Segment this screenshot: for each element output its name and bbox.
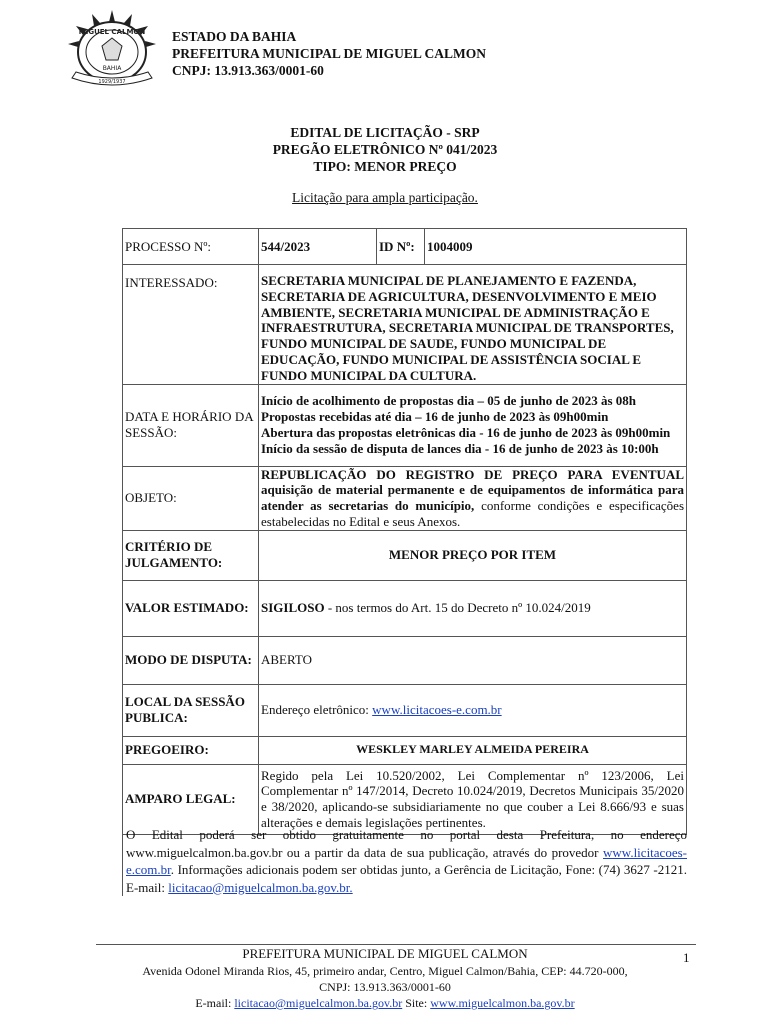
modo-label: MODO DE DISPUTA: [123, 636, 259, 684]
table-row [123, 265, 687, 385]
table-row [123, 684, 687, 736]
licitacoes-link[interactable]: www.licitacoes-e.com.br [372, 702, 502, 718]
id-label: ID Nº: [377, 229, 425, 265]
local-label: LOCAL DA SESSÃO PUBLICA: [123, 684, 259, 736]
table-row [123, 736, 687, 764]
footer-email-link[interactable]: licitacao@miguelcalmon.ba.gov.br [234, 996, 403, 1010]
notice-text-1: O Edital poderá ser obtido gratuitamente no portal desta Prefeitura, no endereço www.miguelcalmon.ba.gov.br ou a partir da data de sua publicação, através do provedor [126, 827, 687, 860]
footer-cnpj: CNPJ: 13.913.363/0001-60 [319, 980, 451, 994]
criterio-value: MENOR PREÇO POR ITEM [259, 530, 687, 580]
notice-licitacoes-link[interactable]: www.licitacoes-e.com.br [126, 844, 687, 877]
data-value [259, 384, 687, 466]
valor-value [259, 580, 687, 636]
modo-value: ABERTO [259, 636, 687, 684]
notice-email-link[interactable]: licitacao@miguelcalmon.ba.gov.br. [168, 879, 353, 895]
local-value [259, 684, 687, 736]
document-title-block [0, 124, 770, 175]
table-row [123, 466, 687, 530]
interessado-value: SECRETARIA MUNICIPAL DE PLANEJAMENTO E FAZENDA, SECRETARIA DE AGRICULTURA, DESENVOLVIMENTO E MEIO AMBIENTE, SECRETARIA MUNICIPAL DE ADMINISTRAÇÃO E INFRAESTRUTURA, SECRETARIA MUNICIPAL DE TRANSPORTES, FUNDO MUNICIPAL DE SAUDE, FUNDO MUNICIPAL DE EDUCAÇÃO, FUNDO MUNICIPAL DE ASSISTÊNCIA SOCIAL E FUNDO MUNICIPAL DA CULTURA. [259, 265, 687, 385]
pregoeiro-value: WESKLEY MARLEY ALMEIDA PEREIRA [259, 736, 687, 764]
letterhead [172, 28, 486, 79]
participation-note: Licitação para ampla participação. [292, 190, 478, 205]
objeto-label: OBJETO: [123, 466, 259, 530]
logo-text: MIGUEL CALMON [78, 28, 146, 36]
local-prefix: Endereço eletrônico: [261, 702, 373, 718]
state-name: ESTADO DA BAHIA [172, 29, 297, 44]
cnpj: CNPJ: 13.913.363/0001-60 [172, 63, 324, 78]
session-line-2: Propostas recebidas até dia – 16 de junho de 2023 às 09h00min [261, 409, 609, 425]
criterio-label: CRITÉRIO DE JULGAMENTO: [123, 530, 259, 580]
footer-address: Avenida Odonel Miranda Rios, 45, primeiro andar, Centro, Miguel Calmon/Bahia, CEP: 44.720-000, [142, 964, 628, 978]
page-number: 1 [683, 950, 690, 965]
processo-value: 544/2023 [259, 229, 377, 265]
table-row [123, 580, 687, 636]
processo-label: PROCESSO Nº: [123, 229, 259, 265]
footer-contacts [0, 995, 770, 1011]
amparo-value: Regido pela Lei 10.520/2002, Lei Complementar nº 123/2006, Lei Complementar nº 147/2014, Decreto 10.024/2019, Decretos Municipais 35/2020 e 38/2020, aplicando-se subsidiariamente no que couber a Lei 8.666/93 e suas alterações e demais legislações pertinentes. [259, 764, 687, 834]
notice-text-2: . Informações adicionais podem ser obtidas junto, a Gerência de Licitação, Fone: (74) 3627 -2121. E-mail: [126, 862, 687, 895]
objeto-rest-text: conforme condições e especificações estabelecidas no Edital e seus Anexos. [261, 498, 685, 529]
tender-info-table [122, 228, 687, 835]
title-line-1: EDITAL DE LICITAÇÃO - SRP [290, 125, 480, 140]
objeto-value [259, 466, 687, 530]
footer-site-link[interactable]: www.miguelcalmon.ba.gov.br [430, 996, 575, 1010]
valor-label: VALOR ESTIMADO: [123, 580, 259, 636]
footer-address-block [0, 963, 770, 1011]
table-row [123, 764, 687, 834]
edital-availability-notice [122, 826, 687, 896]
title-line-2: PREGÃO ELETRÔNICO Nº 041/2023 [272, 142, 498, 157]
valor-rest-text: - nos termos do Art. 15 do Decreto nº 10.024/2019 [324, 600, 591, 616]
table-row [123, 636, 687, 684]
objeto-bold-text: REPUBLICAÇÃO DO REGISTRO DE PREÇO PARA EVENTUAL aquisição de material permanente e de equipamentos de informática para atender as secretarias do município, [261, 466, 684, 514]
table-row [123, 530, 687, 580]
footer-site-label: Site: [402, 996, 431, 1010]
logo-year: 1929/1937 [98, 79, 126, 85]
logo-sub: BAHIA [102, 65, 122, 72]
valor-bold-text: SIGILOSO [261, 600, 325, 616]
table-row [123, 384, 687, 466]
table-row [123, 229, 687, 265]
footer-title: PREFEITURA MUNICIPAL DE MIGUEL CALMON [242, 946, 528, 961]
footer-divider [96, 944, 696, 945]
session-line-1: Início de acolhimento de propostas dia – 05 de junho de 2023 às 08h [261, 393, 637, 409]
footer-email-label: E-mail: [195, 996, 235, 1010]
title-line-3: TIPO: MENOR PREÇO [313, 159, 457, 174]
session-line-4: Início da sessão de disputa de lances dia - 16 de junho de 2023 às 10:00h [261, 440, 659, 456]
interessado-label: INTERESSADO: [123, 265, 259, 385]
session-line-3: Abertura das propostas eletrônicas dia - 16 de junho de 2023 às 09h00min [261, 425, 671, 441]
city-hall-name: PREFEITURA MUNICIPAL DE MIGUEL CALMON [172, 46, 487, 61]
pregoeiro-label: PREGOEIRO: [123, 736, 259, 764]
data-label: DATA E HORÁRIO DA SESSÃO: [123, 384, 259, 466]
id-value: 1004009 [425, 229, 687, 265]
amparo-label: AMPARO LEGAL: [123, 764, 259, 834]
municipal-coat-of-arms-logo [62, 8, 162, 92]
